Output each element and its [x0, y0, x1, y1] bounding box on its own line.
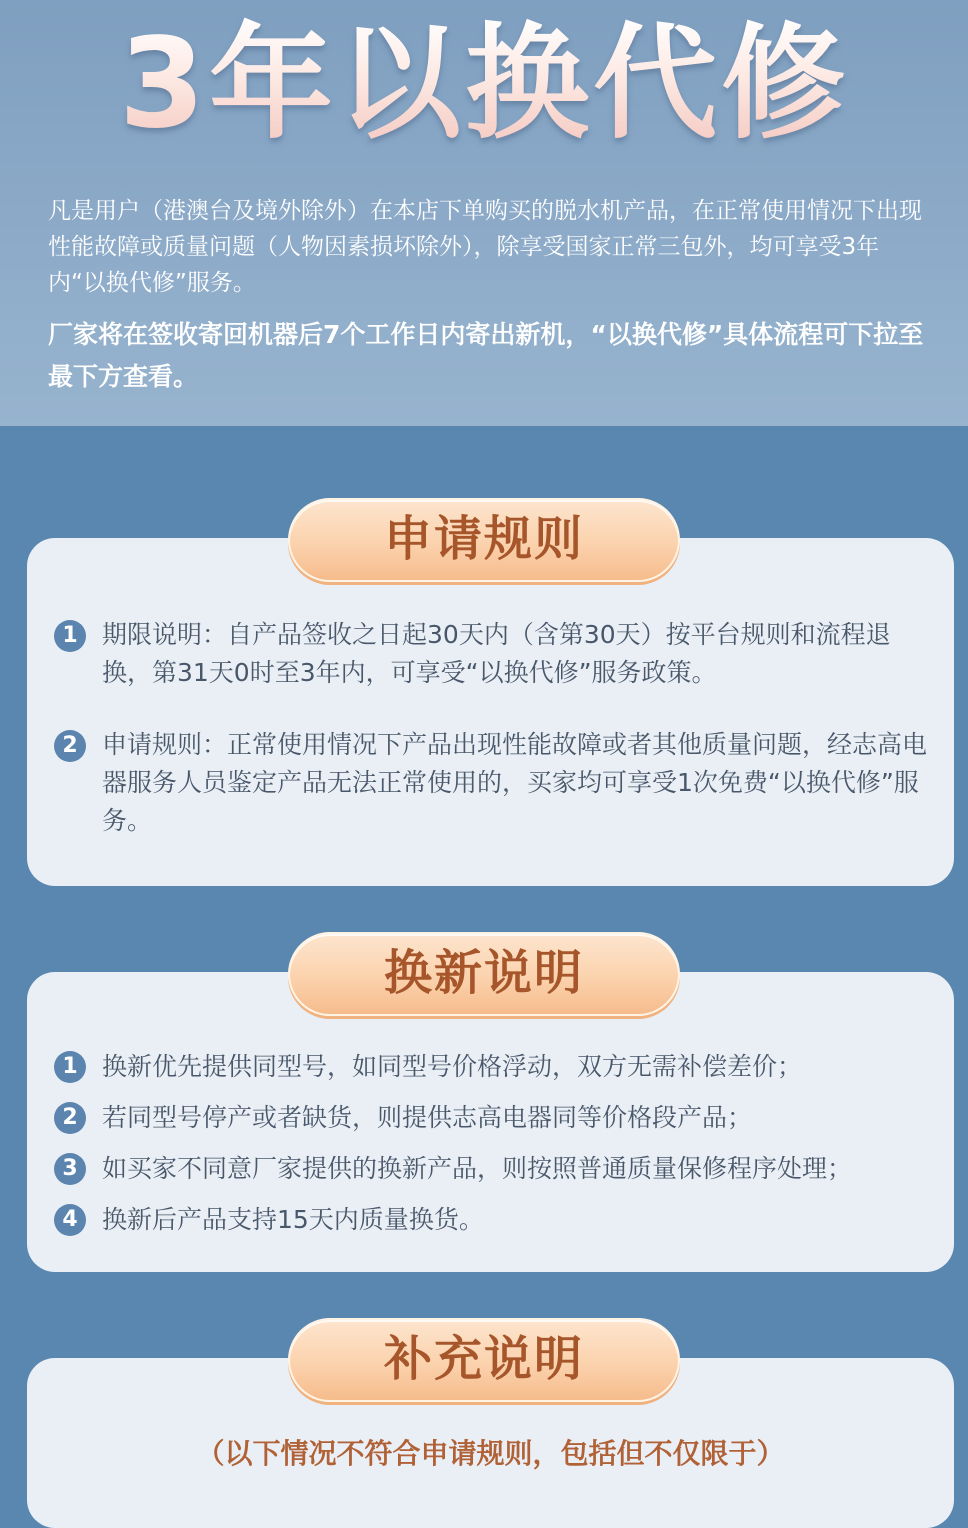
intro-note: 厂家将在签收寄回机器后7个工作日内寄出新机，“以换代修”具体流程可下拉至最下方查看。: [48, 320, 924, 391]
number-badge-3: 3: [54, 1153, 86, 1185]
supplement-note: （以下情况不符合申请规则，包括但不仅限于）: [196, 1437, 785, 1470]
renew-item: 若同型号停产或者缺货，则提供志高电器同等价格段产品；: [102, 1103, 753, 1132]
number-badge-1: 1: [54, 620, 86, 652]
number-badge-4: 4: [54, 1204, 86, 1236]
supplement-heading: 补充说明: [288, 1318, 680, 1402]
renew-item: 如买家不同意厂家提供的换新产品，则按照普通质量保修程序处理；: [102, 1154, 853, 1183]
intro-text: 凡是用户（港澳台及境外除外）在本店下单购买的脱水机产品，在正常使用情况下出现性能故障或质量问题（人物因素损坏除外），除享受国家正常三包外，均可享受3年内“以换代修”服务。: [48, 198, 922, 296]
renew-info-heading: 换新说明: [288, 932, 680, 1016]
number-badge-2: 2: [54, 730, 86, 762]
apply-rule-item: 申请规则：正常使用情况下产品出现性能故障或者其他质量问题，经志高电器服务人员鉴定产品无法正常使用的，买家均可享受1次免费“以换代修”服务。: [102, 730, 928, 835]
page-title: 3年以换代修: [0, 14, 968, 154]
number-badge-1: 1: [54, 1051, 86, 1083]
renew-item: 换新后产品支持15天内质量换货。: [102, 1205, 484, 1234]
apply-rules-heading: 申请规则: [288, 498, 680, 582]
number-badge-2: 2: [54, 1102, 86, 1134]
apply-rule-item: 期限说明：自产品签收之日起30天内（含第30天）按平台规则和流程退换，第31天0时至3年内，可享受“以换代修”服务政策。: [102, 620, 891, 687]
renew-item: 换新优先提供同型号，如同型号价格浮动，双方无需补偿差价；: [102, 1052, 803, 1081]
hero-banner: [0, 0, 968, 426]
